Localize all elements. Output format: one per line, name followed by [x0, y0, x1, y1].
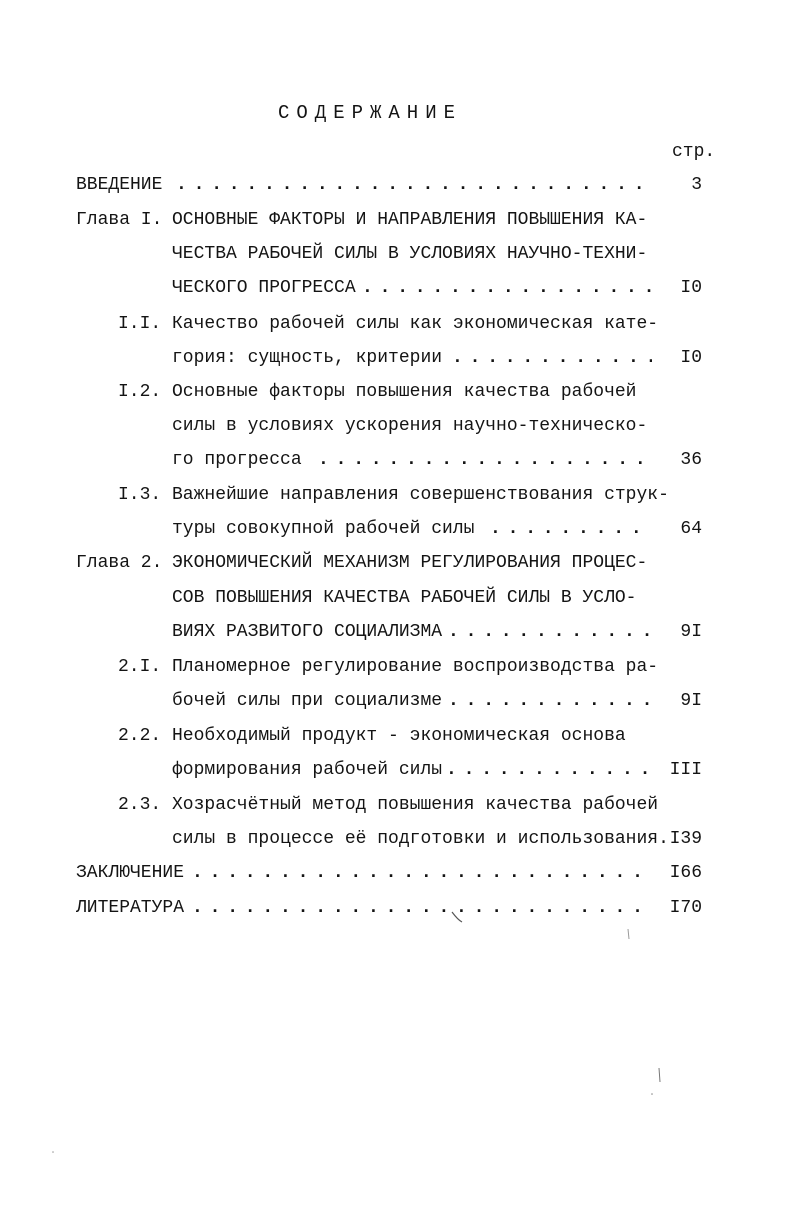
entry-title: ЛИТЕРАТУРА: [76, 898, 185, 918]
entry-line: Основные факторы повышения качества рабочей: [172, 382, 637, 402]
entry-line: го прогресса: [172, 450, 302, 470]
entry-line: силы в процессе её подготовки и использования.: [172, 829, 669, 849]
page-number: I39: [669, 829, 702, 849]
chapter-label: Глава I.: [76, 210, 163, 230]
section-label: 2.3.: [118, 795, 162, 815]
chapter-label: Глава 2.: [76, 553, 163, 573]
section-label: I.2.: [118, 382, 162, 402]
page-number: III: [669, 760, 702, 780]
page-column-label: стр.: [672, 142, 716, 162]
page-number: 9I: [680, 622, 702, 642]
page-number: 9I: [680, 691, 702, 711]
entry-line: Качество рабочей силы как экономическая кате-: [172, 314, 659, 334]
entry-line: гория: сущность, критерии: [172, 348, 443, 368]
entry-line: ВИЯХ РАЗВИТОГО СОЦИАЛИЗМА: [172, 622, 443, 642]
page-number: 64: [680, 519, 702, 539]
speck: [628, 929, 629, 939]
page-number: I0: [680, 348, 702, 368]
entry-line: Необходимый продукт - экономическая основа: [172, 726, 626, 746]
entry-line: ЧЕСТВА РАБОЧЕЙ СИЛЫ В УСЛОВИЯХ НАУЧНО-ТЕХНИ-: [172, 244, 648, 264]
page-number: 3: [691, 175, 702, 195]
page-number: 36: [680, 450, 702, 470]
entry-line: силы в условиях ускорения научно-техническо-: [172, 416, 648, 436]
entry-title: ЗАКЛЮЧЕНИЕ: [76, 863, 185, 883]
entry-title: ВВЕДЕНИЕ: [76, 175, 163, 195]
page-number: I66: [669, 863, 702, 883]
entry-line: бочей силы при социализме: [172, 691, 443, 711]
speck: [651, 1093, 653, 1095]
entry-line: Важнейшие направления совершенствования струк-: [172, 485, 669, 505]
toc-title: СОДЕРЖАНИЕ: [277, 102, 463, 124]
entry-line: ОСНОВНЫЕ ФАКТОРЫ И НАПРАВЛЕНИЯ ПОВЫШЕНИЯ КА-: [172, 210, 648, 230]
section-label: I.I.: [118, 314, 162, 334]
speck: [659, 1068, 660, 1082]
page-number: I70: [669, 898, 702, 918]
pen-mark: [452, 912, 462, 922]
section-label: 2.I.: [118, 657, 162, 677]
entry-line: ЧЕСКОГО ПРОГРЕССА: [172, 278, 356, 298]
entry-line: СОВ ПОВЫШЕНИЯ КАЧЕСТВА РАБОЧЕЙ СИЛЫ В УСЛО-: [172, 588, 637, 608]
section-label: 2.2.: [118, 726, 162, 746]
section-label: I.3.: [118, 485, 162, 505]
page-number: I0: [680, 278, 702, 298]
entry-line: ЭКОНОМИЧЕСКИЙ МЕХАНИЗМ РЕГУЛИРОВАНИЯ ПРОЦЕС-: [172, 553, 648, 573]
entry-line: Хозрасчётный метод повышения качества рабочей: [172, 795, 659, 815]
entry-line: туры совокупной рабочей силы: [172, 519, 475, 539]
entry-line: Планомерное регулирование воспроизводства ра-: [172, 657, 659, 677]
speck: [52, 1151, 54, 1153]
entry-line: формирования рабочей силы: [172, 760, 443, 780]
